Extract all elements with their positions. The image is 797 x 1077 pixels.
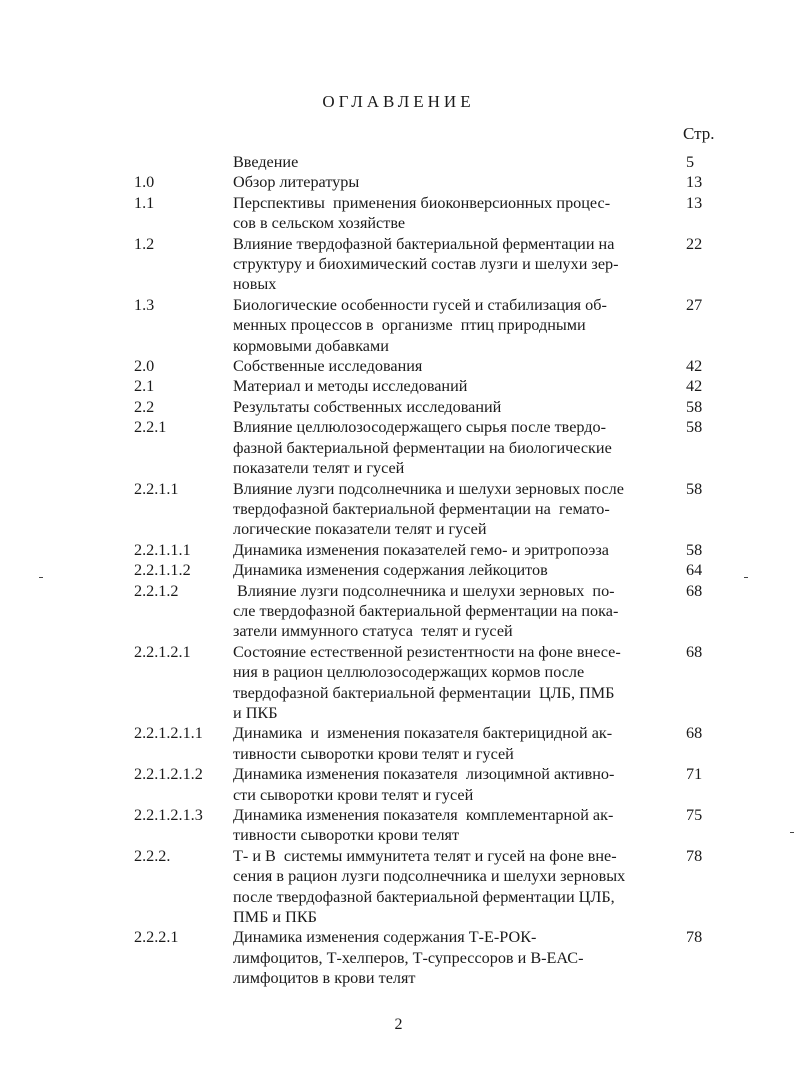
toc-entry-page: 68 bbox=[686, 642, 703, 661]
toc-entry-title-line: тивности сыворотки крови телят и гусей bbox=[233, 744, 514, 763]
toc-entry-page: 22 bbox=[686, 234, 703, 253]
toc-entry-title-line: Обзор литературы bbox=[233, 173, 360, 192]
toc-entry-title-line: после твердофазной бактериальной ферментации ЦЛБ, bbox=[233, 887, 615, 906]
toc-entry bbox=[0, 927, 797, 988]
scan-speck bbox=[39, 577, 43, 578]
toc-entry-title-line: Т- и В системы иммунитета телят и гусей на фоне вне- bbox=[233, 846, 617, 865]
toc-entry-title-line: твердофазной бактериальной ферментации на гемато- bbox=[233, 499, 610, 518]
toc-entry-page: 64 bbox=[686, 561, 703, 580]
toc-entry-number: 2.2.2.1 bbox=[134, 928, 179, 947]
toc-entry-title bbox=[233, 479, 673, 540]
toc-entry-title-line: Перспективы применения биоконверсионных процес- bbox=[233, 193, 611, 212]
toc-entry-title-line: ПМБ и ПКБ bbox=[233, 908, 317, 927]
toc-entry-title-line: тивности сыворотки крови телят bbox=[233, 826, 460, 845]
toc-entry-number: 2.2.1.2.1.2 bbox=[134, 765, 203, 784]
toc-entry-title-line: Динамика изменения показателя лизоцимной активно- bbox=[233, 765, 615, 784]
toc-entry-title-line: новых bbox=[233, 275, 277, 294]
toc-entry-title-line: Влияние лузги подсолнечника и шелухи зерновых после bbox=[233, 479, 624, 498]
toc-entry-title-line: Материал и методы исследований bbox=[233, 377, 468, 396]
toc-entry-title-line: Биологические особенности гусей и стабилизация об- bbox=[233, 295, 607, 314]
toc-entry-title-line: Влияние целлюлозосодержащего сырья после твердо- bbox=[233, 418, 607, 437]
page-column-label: Стр. bbox=[683, 124, 715, 143]
toc-entry-title-line: показатели телят и гусей bbox=[233, 459, 405, 478]
toc-entry-number: 2.2 bbox=[134, 397, 155, 416]
toc-entry-page: 42 bbox=[686, 357, 703, 376]
toc-entry-page: 27 bbox=[686, 295, 703, 314]
toc-entry-title-line: Собственные исследования bbox=[233, 357, 423, 376]
toc-entry-number: 1.0 bbox=[134, 173, 155, 192]
toc-entry-title bbox=[233, 560, 673, 580]
toc-entry-title-line: сения в рацион лузги подсолнечника и шелухи зерновых bbox=[233, 867, 626, 886]
toc-entry-title-line: Влияние лузги подсолнечника и шелухи зерновых по- bbox=[233, 581, 615, 600]
toc-entry-page: 75 bbox=[686, 806, 703, 824]
toc-entry-title bbox=[233, 397, 673, 417]
toc-entry-title bbox=[233, 356, 673, 376]
toc-entry-title-line: Состояние естественной резистентности на фоне внесе- bbox=[233, 642, 621, 661]
toc-entry-page: 68 bbox=[686, 581, 703, 600]
toc-entry-title-line: кормовыми добавками bbox=[233, 336, 389, 355]
toc-entry-title bbox=[233, 764, 673, 805]
toc-entry-title-line: затели иммунного статуса телят и гусей bbox=[233, 622, 513, 641]
toc-entry-title-line: Динамика изменения содержания лейкоцитов bbox=[233, 561, 548, 580]
toc-entry-title-line: лимфоцитов в крови телят bbox=[233, 969, 416, 988]
page-title: ОГЛАВЛЕНИЕ bbox=[322, 92, 475, 111]
scan-speck bbox=[744, 577, 748, 578]
toc-entry-title-line: Динамика изменения содержания Т-Е-РОК- bbox=[233, 928, 537, 947]
toc-entry-page: 58 bbox=[686, 540, 703, 559]
toc-entry bbox=[0, 540, 797, 560]
toc-entry bbox=[0, 234, 797, 295]
toc-entry-title bbox=[233, 846, 673, 928]
toc-entry-title-line: и ПКБ bbox=[233, 703, 278, 722]
toc-entry bbox=[0, 560, 797, 580]
toc-entry bbox=[0, 642, 797, 724]
toc-entry-page: 71 bbox=[686, 765, 703, 784]
toc-entry-page: 78 bbox=[686, 846, 703, 865]
toc-entry bbox=[0, 805, 797, 846]
toc-entry-title-line: фазной бактериальной ферментации на биологические bbox=[233, 438, 612, 457]
toc-entry-title-line: сле твердофазной бактериальной ферментации на пока- bbox=[233, 601, 619, 620]
toc-entry-title-line: Динамика изменения показателей гемо- и эритропоэза bbox=[233, 540, 609, 559]
toc-entry bbox=[0, 152, 797, 172]
toc-entry bbox=[0, 193, 797, 234]
toc-entry-title bbox=[233, 540, 673, 560]
toc-entry-number: 1.1 bbox=[134, 193, 155, 212]
toc-entry-title bbox=[233, 805, 673, 846]
toc-entry bbox=[0, 764, 797, 805]
toc-entry-number: 2.2.2. bbox=[134, 846, 171, 865]
toc-entry bbox=[0, 723, 797, 764]
toc-entry-number: 2.2.1.2.1 bbox=[134, 642, 191, 661]
toc-entry-page: 58 bbox=[686, 418, 703, 437]
toc-entry bbox=[0, 172, 797, 192]
toc-entry-page: 58 bbox=[686, 397, 703, 416]
toc-entry-title-line: лимфоцитов, Т-хелперов, Т-супрессоров и В-ЕАС- bbox=[233, 948, 584, 967]
toc-entry-number: 2.2.1 bbox=[134, 418, 167, 437]
toc-entry bbox=[0, 479, 797, 540]
toc-entry-number: 2.2.1.2.1.1 bbox=[134, 724, 203, 743]
toc-entry bbox=[0, 397, 797, 417]
toc-entry-title bbox=[233, 642, 673, 724]
toc-entry-title-line: сов в сельском хозяйстве bbox=[233, 214, 406, 233]
page-number: 2 bbox=[394, 1016, 403, 1033]
toc-entry-title bbox=[233, 927, 673, 988]
toc-entry-page: 78 bbox=[686, 928, 703, 947]
toc-entry-title-line: сти сыворотки крови телят и гусей bbox=[233, 785, 474, 804]
toc-entry-number: 2.2.1.2.1.3 bbox=[134, 806, 203, 824]
toc-entry-title-line: менных процессов в организме птиц природными bbox=[233, 316, 586, 335]
toc-entry-title bbox=[233, 193, 673, 234]
toc-entry-title-line: ния в рацион целлюлозосодержащих кормов после bbox=[233, 663, 585, 682]
toc-entry-title bbox=[233, 172, 673, 192]
toc-entry bbox=[0, 356, 797, 376]
toc-entry-title-line: Влияние твердофазной бактериальной ферментации на bbox=[233, 234, 615, 253]
scan-speck bbox=[790, 832, 794, 833]
toc-entry-title bbox=[233, 152, 673, 172]
toc-entry-title bbox=[233, 581, 673, 642]
toc-entry bbox=[0, 846, 797, 928]
toc-entry-number: 2.2.1.1.2 bbox=[134, 561, 191, 580]
toc-entry-title-line: Результаты собственных исследований bbox=[233, 397, 502, 416]
toc-entry bbox=[0, 376, 797, 396]
toc-entry-title-line: Введение bbox=[233, 153, 299, 171]
toc-entry-number: 2.1 bbox=[134, 377, 155, 396]
toc-entry-number: 2.2.1.1 bbox=[134, 479, 179, 498]
toc-entry-title-line: Динамика изменения показателя комплементарной ак- bbox=[233, 806, 614, 824]
toc-entry-page: 13 bbox=[686, 193, 703, 212]
toc-entry-title-line: логические показатели телят и гусей bbox=[233, 520, 487, 539]
toc-entry-title-line: твердофазной бактериальной ферментации ЦЛБ, ПМБ bbox=[233, 683, 615, 702]
toc-entry-title bbox=[233, 234, 673, 295]
toc-entry-number: 1.3 bbox=[134, 295, 155, 314]
toc-entry-number: 1.2 bbox=[134, 234, 155, 253]
toc-entry bbox=[0, 581, 797, 642]
toc-entry-title bbox=[233, 295, 673, 356]
toc-entry bbox=[0, 417, 797, 478]
toc-entry-page: 5 bbox=[686, 153, 695, 171]
toc-entry-number: 2.2.1.2 bbox=[134, 581, 179, 600]
toc-entry-page: 42 bbox=[686, 377, 703, 396]
table-of-contents bbox=[0, 152, 797, 989]
toc-entry-title bbox=[233, 417, 673, 478]
toc-entry-number: 2.2.1.1.1 bbox=[134, 540, 191, 559]
toc-entry-page: 58 bbox=[686, 479, 703, 498]
toc-entry-page: 68 bbox=[686, 724, 703, 743]
toc-entry-title bbox=[233, 723, 673, 764]
toc-entry-number: 2.0 bbox=[134, 357, 155, 376]
toc-entry bbox=[0, 295, 797, 356]
toc-entry-title-line: структуру и биохимический состав лузги и шелухи зер- bbox=[233, 255, 619, 274]
toc-entry-title-line: Динамика и изменения показателя бактерицидной ак- bbox=[233, 724, 613, 743]
toc-entry-page: 13 bbox=[686, 173, 703, 192]
toc-entry-title bbox=[233, 376, 673, 396]
